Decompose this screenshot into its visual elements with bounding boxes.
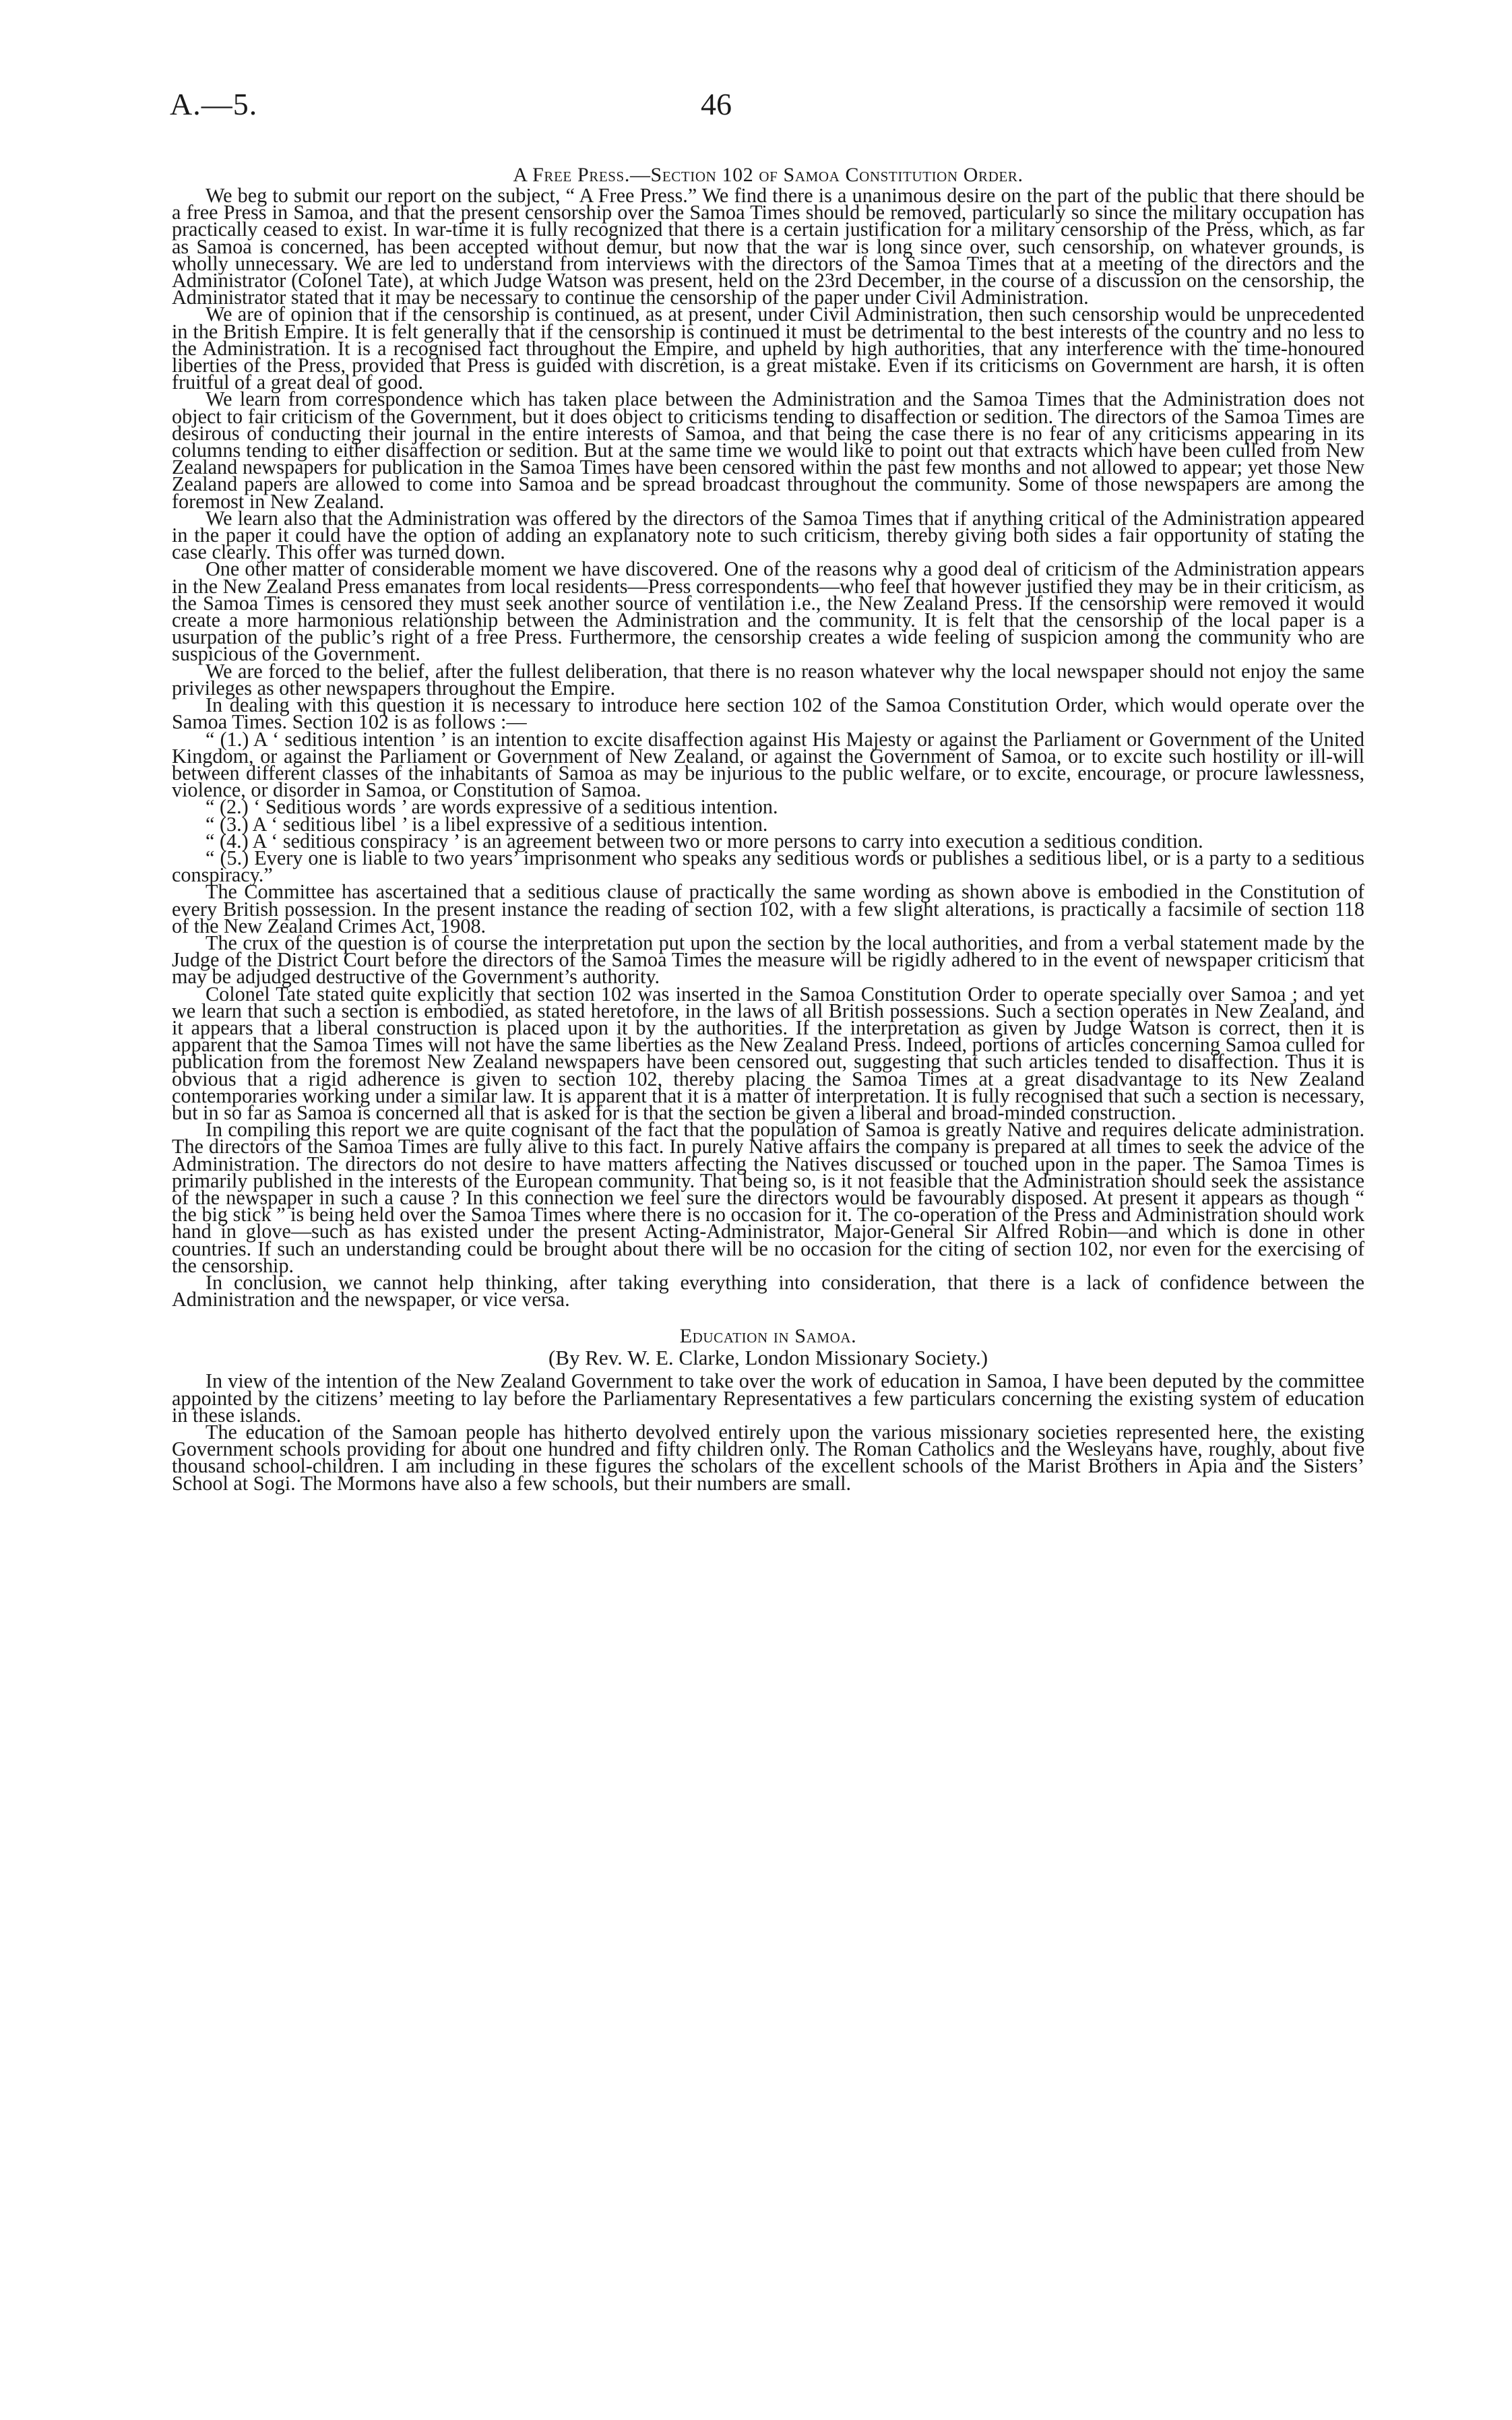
paragraph: The crux of the question is of course the interpretation put upon the section by the local authorities, and from a verbal statement made by the Judge of the District Court before the directors of the Samoa Times the measure will be rigidly adhered to in the event of newspaper criticism that may be adjudged destructive of the Government’s authority. xyxy=(172,931,1364,989)
paragraph: In conclusion, we cannot help thinking, after taking everything into consideration, that there is a lack of confidence between the Administration and the newspaper, or vice versa. xyxy=(172,1271,1364,1311)
quoted-clause: “ (4.) A ‘ seditious conspiracy ’ is an agreement between two or more persons to carry into execution a seditious condition. xyxy=(206,829,1203,852)
document-reference: A.—5. xyxy=(170,87,258,121)
section-title: Education in Samoa. xyxy=(679,1325,857,1348)
paragraph: We learn from correspondence which has taken place between the Administration and the Samoa Times that the Administration does not object to fair criticism of the Government, but it does object to criticisms tending to disaffection or sedition. The directors of the Samoa Times are desirous of conducting their journal in the entire interests of Samoa, and that being the case there is no fear of any criticisms appearing in its columns tending to either disaffection or sedition. But at the same time we would like to point out that extracts which have been culled from New Zealand newspapers for publication in the Samoa Times have been censored within the past few months and not allowed to appear; yet those New Zealand papers are allowed to come into Samoa and be spread broadcast throughout the community. Some of those newspapers are among the foremost in New Zealand. xyxy=(172,387,1364,513)
paragraph: Colonel Tate stated quite explicitly that section 102 was inserted in the Samoa Constitution Order to operate specially over Samoa ; and yet we learn that such a section is embodied, as stated heretofore, in the laws of all British possessions. Such a section operates in New Zealand, and it appears that a liberal construction is placed upon it by the authorities. If the interpretation as given by Judge Watson is correct, then it is apparent that the Samoa Times will not have the same liberties as the New Zealand Press. Indeed, portions of articles concerning Samoa culled for publication from the foremost New Zealand newspapers have been censored out, suggesting that such articles tended to disaffection. Thus it is obvious that a rigid adherence is given to section 102, thereby placing the Samoa Times at a great disadvantage to its New Zealand contemporaries working under a similar law. It is apparent that it is a matter of interpretation. It is fully recognised that such a section is necessary, but in so far as Samoa is concerned all that is asked for is that the section be given a liberal and broad-minded construction. xyxy=(172,982,1364,1124)
section-title: A Free Press.—Section 102 of Samoa Constitution Order. xyxy=(513,164,1023,186)
section-byline: (By Rev. W. E. Clarke, London Missionary Society.) xyxy=(548,1346,988,1370)
section-spacer xyxy=(172,1308,1364,1327)
quoted-clause: “ (2.) ‘ Seditious words ’ are words expressive of a seditious intention. xyxy=(206,795,778,819)
paragraph: We are of opinion that if the censorship is continued, as at present, under Civil Administration, then such censorship would be unprecedented in the British Empire. It is felt generally that if the censorship is continued it must be detrimental to the best interests of the country and no less to the Administration. It is a recognised fact throughout the Empire, and upheld by high authorities, that any interference with the time-honoured liberties of the Press, provided that Press is guided with discretion, is a great mistake. Even if its criticisms on Government are harsh, it is often fruitful of a great deal of good. xyxy=(172,303,1364,394)
paragraph: The education of the Samoan people has hitherto devolved entirely upon the various missionary societies represented here, the existing Government schools providing for about one hundred and fifty children only. The Roman Catholics and the Wesleyans have, roughly, about five thousand school-children. I am including in these figures the scholars of the excellent schools of the Marist Brothers in Apia and the Sisters’ School at Sogi. The Mormons have also a few schools, but their numbers are small. xyxy=(172,1421,1364,1495)
document-body xyxy=(172,164,1364,1495)
page-number: 46 xyxy=(701,87,732,121)
paragraph: In dealing with this question it is necessary to introduce here section 102 of the Samoa Constitution Order, which would operate over the Samoa Times. Section 102 is as follows :— xyxy=(172,693,1364,734)
paragraph: We learn also that the Administration was offered by the directors of the Samoa Times that if anything critical of the Administration appeared in the paper it could have the option of adding an explanatory note to such criticism, thereby giving both sides a fair opportunity of stating the case clearly. This offer was turned down. xyxy=(172,506,1364,564)
paragraph: We beg to submit our report on the subject, “ A Free Press.” We find there is a unanimous desire on the part of the public that there should be a free Press in Samoa, and that the present censorship over the Samoa Times should be removed, particularly so since the military occupation has practically ceased to exist. In war-time it is fully recognized that there is a certain justification for a military censorship of the Press, which, as far as Samoa is concerned, has been accepted without demur, but now that the war is long since over, such censorship, on whatever grounds, is wholly unnecessary. We are led to understand from interviews with the directors of the Samoa Times that at a meeting of the directors and the Administrator (Colonel Tate), at which Judge Watson was present, held on the 23rd December, in the course of a discussion on the censorship, the Administrator stated that it may be necessary to continue the censorship of the paper under Civil Administration. xyxy=(172,184,1364,309)
paragraph: We are forced to the belief, after the fullest deliberation, that there is no reason whatever why the local newspaper should not enjoy the same privileges as other newspapers throughout the Empire. xyxy=(172,659,1364,700)
paragraph: In view of the intention of the New Zealand Government to take over the work of education in Samoa, I have been deputed by the committee appointed by the citizens’ meeting to lay before the Parliamentary Representatives a few particulars concerning the existing system of education in these islands. xyxy=(172,1369,1364,1427)
paragraph: In compiling this report we are quite cognisant of the fact that the population of Samoa is greatly Native and requires delicate administration. The directors of the Samoa Times are fully alive to this fact. In purely Native affairs the company is prepared at all times to seek the advice of the Administration. The directors do not desire to have matters affecting the Natives discussed or touched upon in the paper. The Samoa Times is primarily published in the interests of the European community. That being so, is it not feasible that the Administration should seek the assistance of the newspaper in such a cause ? In this connection we feel sure the directors would be favourably disposed. At present it appears as though “ the big stick ” is being held over the Samoa Times where there is no occasion for it. The co-operation of the Press and Administration should work hand in glove—such as has existed under the present Acting-Administrator, Major-General Sir Alfred Robin—and which is done in other countries. If such an understanding could be brought about there will be no occasion for the citing of section 102, nor even for the exercising of the censorship. xyxy=(172,1118,1364,1277)
paragraph: One other matter of considerable moment we have discovered. One of the reasons why a good deal of criticism of the Administration appears in the New Zealand Press emanates from local residents—Press correspondents—who feel that however justified they may be in their criticism, as the Samoa Times is censored they must seek another source of ventilation i.e., the New Zealand Press. If the censorship were removed it would create a more harmonious relationship between the Administration and the community. It is felt that the censorship of the local paper is a usurpation of the public’s right of a free Press. Furthermore, the censorship creates a wide feeling of suspicion among the community who are suspicious of the Government. xyxy=(172,557,1364,666)
quoted-clause: “ (3.) A ‘ seditious libel ’ is a libel expressive of a seditious intention. xyxy=(206,812,768,836)
quoted-clause: “ (1.) A ‘ seditious intention ’ is an intention to excite disaffection against His Majesty or against the Parliament or Government of the United Kingdom, or against the Parliament or Government of New Zealand, or against the Government of Samoa, or to excite such hostility or ill-will between different classes of the inhabitants of Samoa as may be injurious to the public welfare, or to excite, encourage, or procure lawlessness, violence, or disorder in Samoa, or Constitution of Samoa. xyxy=(172,727,1364,802)
paragraph: The Committee has ascertained that a seditious clause of practically the same wording as shown above is embodied in the Constitution of every British possession. In the present instance the reading of section 102, with a few slight alterations, is practically a facsimile of section 118 of the New Zealand Crimes Act, 1908. xyxy=(172,880,1364,937)
section-free-press xyxy=(172,164,1364,1311)
section-education xyxy=(172,1325,1364,1495)
quoted-clause: “ (5.) Every one is liable to two years’ imprisonment who speaks any seditious words or publishes a seditious libel, or is a party to a seditious conspiracy.” xyxy=(172,846,1364,887)
